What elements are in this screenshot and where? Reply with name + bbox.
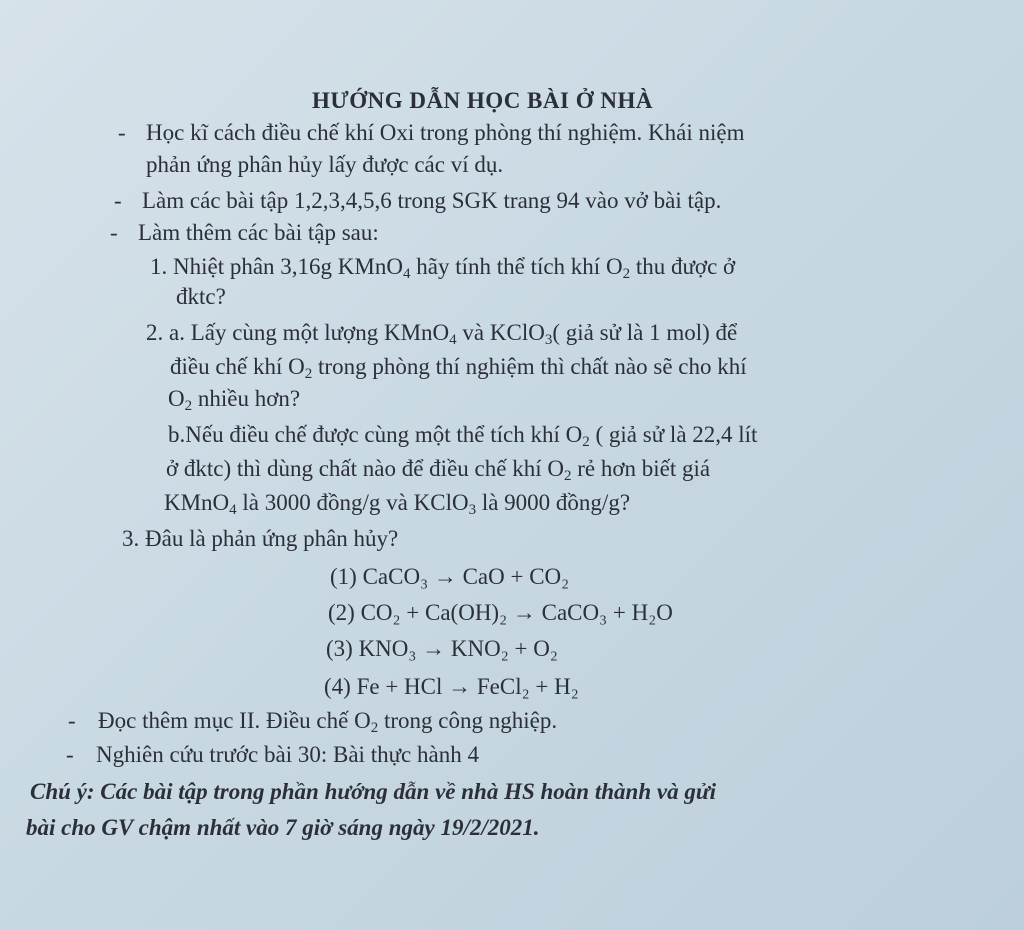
equation-2: (2) CO₂ + Ca(OH)₂ → CaCO₃ + H₂O [328,600,673,625]
question-1-line-1: 1. Nhiệt phân 3,16g KMnO$_4$ hãy tính thể tích khí $O_2$ thu được ở [150,254,736,282]
question-2-line-4: b.Nếu điều chế được cùng một thể tích khí $O_2$ ( giả sử là 22,4 lít [168,422,758,450]
bullet-3: Làm thêm các bài tập sau: [138,220,379,245]
bullet-1-line-2: phản ứng phân hủy lấy được các ví dụ. [146,152,504,177]
equation-4: (4) Fe + HCl → FeCl₂ + H₂ [324,674,579,699]
bullet-dash: - [66,742,74,767]
note-line-1: Chú ý: Các bài tập trong phần hướng dẫn về nhà HS hoàn thành và gửi [30,779,716,804]
question-2-line-2: điều chế khí $O_2$ trong phòng thí nghiệm thì chất nào sẽ cho khí [170,354,747,382]
question-1-line-2: đktc? [176,284,226,309]
equation-3: (3) KNO₃ → KNO₂ + O₂ [326,636,558,661]
bullet-2: Làm các bài tập 1,2,3,4,5,6 trong SGK trang 94 vào vở bài tập. [142,188,722,213]
bullet-1-line-1: Học kĩ cách điều chế khí Oxi trong phòng thí nghiệm. Khái niệm [146,120,745,145]
page-title: HƯỚNG DẪN HỌC BÀI Ở NHÀ [312,88,653,113]
bullet-dash: - [118,120,126,145]
bullet-4: Đọc thêm mục II. Điều chế $O_2$ trong công nghiệp. [98,708,558,736]
bullet-dash: - [68,708,76,733]
equation-1: (1) CaCO₃ → CaO + CO₂ [330,564,570,589]
question-2-line-3: $O_2$ nhiều hơn? [168,386,301,414]
note-line-2: bài cho GV chậm nhất vào 7 giờ sáng ngày 19/2/2021. [26,815,540,840]
question-2-line-1: 2. a. Lấy cùng một lượng KMnO$_4$ và KClO$_3$( giả sử là 1 mol) để [146,320,738,348]
question-2-line-5: ở đktc) thì dùng chất nào để điều chế khí $O_2$ rẻ hơn biết giá [166,456,711,484]
bullet-5: Nghiên cứu trước bài 30: Bài thực hành 4 [96,742,479,767]
bullet-dash: - [114,188,122,213]
question-3-label: 3. Đâu là phản ứng phân hủy? [122,526,399,551]
bullet-dash: - [110,220,118,245]
question-2-line-6: KMnO$_4$ là 3000 đồng/g và KClO$_3$ là 9000 đồng/g? [164,490,631,518]
